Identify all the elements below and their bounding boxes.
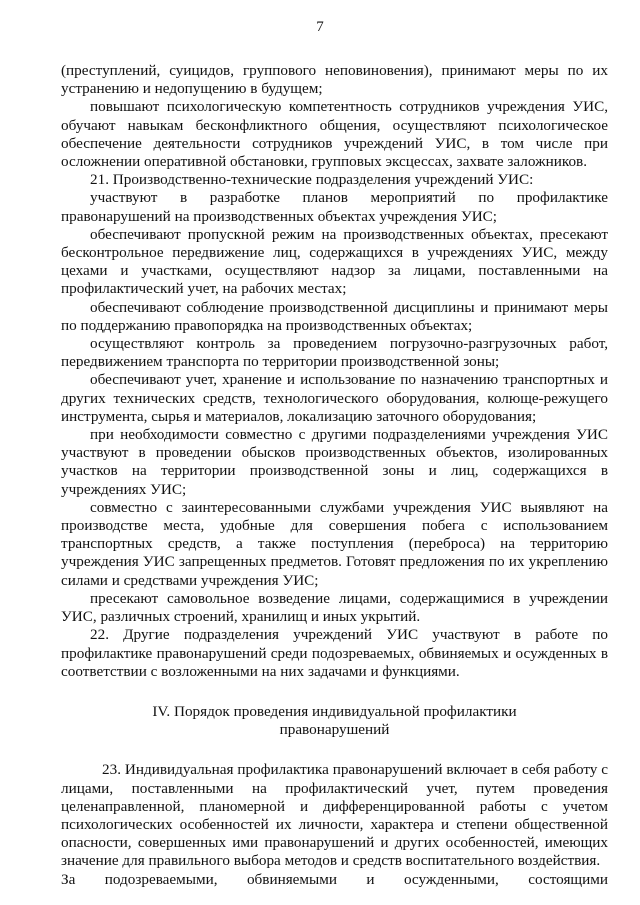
section-heading-line: правонарушений [279,721,390,739]
paragraph: осуществляют контроль за проведением погрузочно-разгрузочных работ, передвижением транспорта по территории производственной зоны; [61,335,608,371]
paragraph: 22. Другие подразделения учреждений УИС участвуют в работе по профилактике правонарушений среди подозреваемых, обвиняемых и осужденных в соответствии с возложенными на них задачами и функциями. [61,626,608,680]
section-heading [61,703,608,739]
paragraph: при необходимости совместно с другими подразделениями учреждения УИС участвуют в проведении обысков производственных объектов, изолированных участков на территории производственной зоны и лиц, содержащихся в учреждениях УИС; [61,426,608,498]
paragraph: пресекают самовольное возведение лицами, содержащимися в учреждении УИС, различных строений, хранилищ и иных укрытий. [61,589,608,626]
paragraph: (преступлений, суицидов, группового неповиновения), принимают меры по их устранению и недопущению в будущем; [61,62,608,98]
document-body [61,62,608,889]
paragraph: За подозреваемыми, обвиняемыми и осужденными, состоящими [61,870,608,888]
paragraph: совместно с заинтересованными службами учреждения УИС выявляют на производстве места, удобные для совершения побега с использованием транспортных средств, а также поступления (переброса) на территорию учреждения УИС запрещенных предметов. Готовят предложения по их укреплению силами и средствами учреждения УИС; [61,498,608,589]
section-heading-line: IV. Порядок проведения индивидуальной профилактики [152,702,517,720]
paragraph: обеспечивают учет, хранение и использование по назначению транспортных и других технических средств, технологического оборудования, колюще-режущего инструмента, сырья и материалов, локализацию заточного оборудования; [61,371,608,425]
paragraph: 21. Производственно-технические подразделения учреждений УИС: [90,171,534,189]
paragraph: повышают психологическую компетентность сотрудников учреждения УИС, обучают навыкам бесконфликтного общения, осуществляют психологическое обеспечение деятельности сотрудников учреждений УИС, в том числе при осложнении оперативной обстановки, групповых эксцессах, захвате заложников. [61,98,608,171]
paragraph: участвуют в разработке планов мероприятий по профилактике правонарушений на производственных объектах учреждения УИС; [61,189,608,225]
paragraph: 23. Индивидуальная профилактика правонарушений включает в себя работу с лицами, поставленными на профилактический учет, путем проведения целенаправленной, планомерной и дифференцированной работы с учетом психологических особенностей их личности, характера и степени общественной опасности, совершенных ими правонарушений и других особенностей, имеющих значение для правильного выбора методов и средств воспитательного воздействия. [61,761,608,870]
paragraph: обеспечивают соблюдение производственной дисциплины и принимают меры по поддержанию правопорядка на производственных объектах; [61,298,608,334]
page-number: 7 [316,19,324,35]
paragraph: обеспечивают пропускной режим на производственных объектах, пресекают бесконтрольное передвижение лиц, содержащихся в учреждениях УИС, между цехами и участками, осуществляют надзор за лицами, поставленными на профилактический учет, на рабочих местах; [61,225,608,298]
